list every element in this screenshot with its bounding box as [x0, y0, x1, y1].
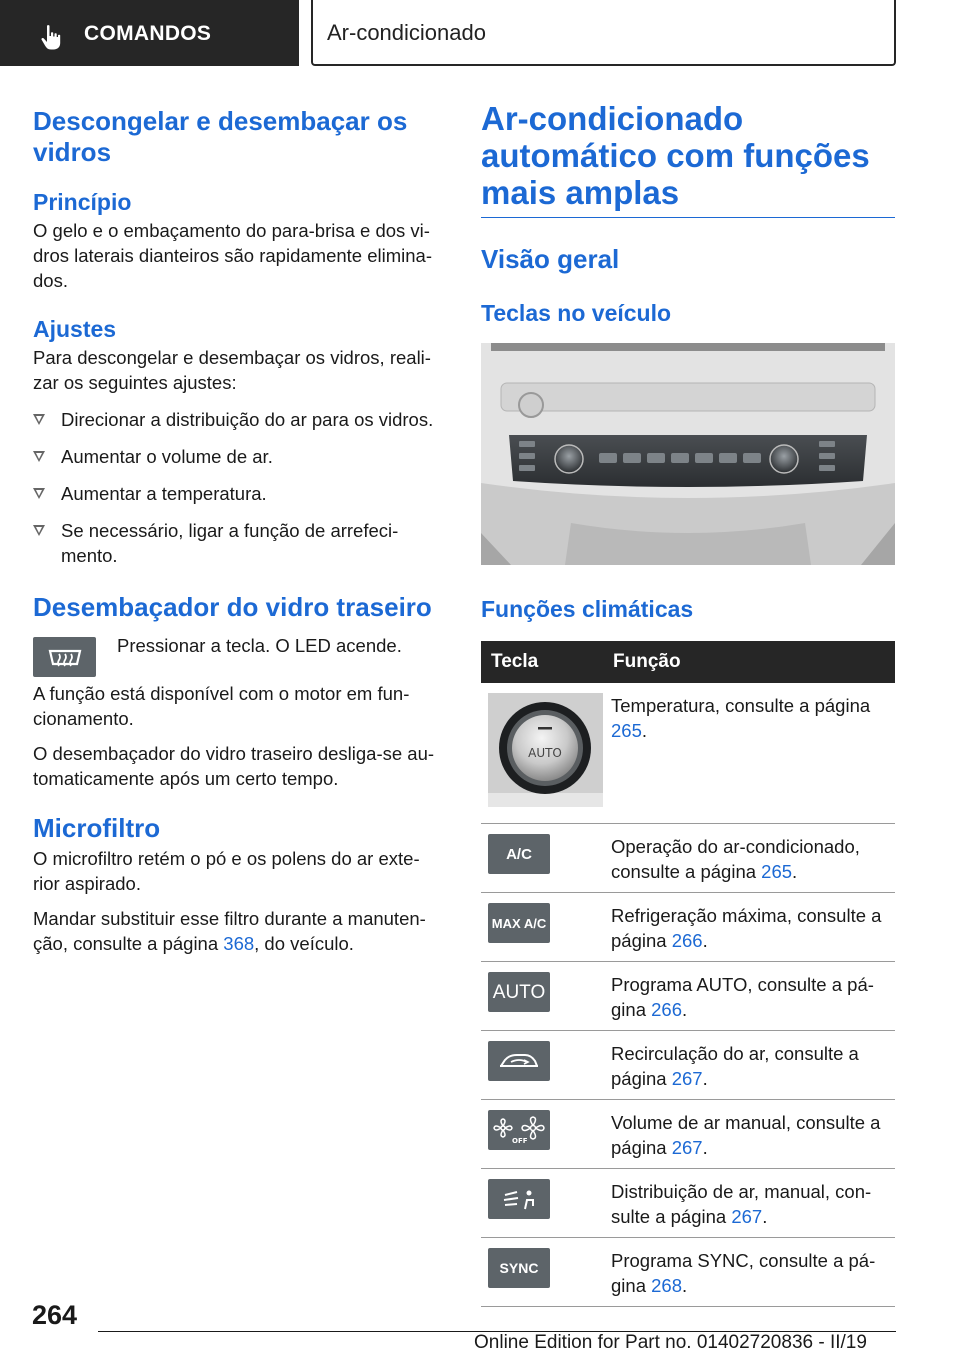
key-cell — [481, 1031, 603, 1100]
rear-defogger-key-row — [33, 637, 443, 681]
function-cell: Temperatura, consulte a página 265. — [603, 683, 895, 824]
air-distribution-button-icon — [488, 1179, 550, 1219]
page-reference-link[interactable]: 265 — [761, 861, 793, 882]
auto-button-icon: AUTO — [488, 972, 550, 1012]
key-cell — [481, 893, 603, 962]
table-row — [481, 962, 895, 1031]
rear-defogger-para2: O desembaçador do vidro traseiro desliga-se au-tomaticamente após um certo tempo. — [33, 743, 435, 789]
page-number: 264 — [32, 1300, 78, 1330]
table-row — [481, 1100, 895, 1169]
rear-defogger-para1: A função está disponível com o motor em fun-cionamento. — [33, 683, 410, 729]
right-column — [481, 100, 895, 1307]
page-reference-link[interactable]: 266 — [651, 999, 682, 1020]
microfilter-para1: O microfiltro retém o pó e os polens do ar exte-rior aspirado. — [33, 848, 420, 894]
ac-button-icon: A/C — [488, 834, 550, 874]
microfilter-heading: Microfiltro — [33, 813, 161, 843]
table-row — [481, 893, 895, 962]
function-cell: Recirculação do ar, consulte a página 267. — [603, 1031, 895, 1100]
defrost-heading: Descongelar e desembaçar os vidros — [33, 106, 408, 167]
keys-heading: Teclas no veículo — [481, 300, 672, 326]
section-tab[interactable] — [0, 0, 299, 66]
temperature-knob-icon — [488, 693, 603, 807]
principle-heading: Princípio — [33, 189, 132, 215]
column-header-key: Tecla — [481, 641, 603, 683]
svg-text:AUTO: AUTO — [528, 746, 562, 760]
sync-button-icon: SYNC — [488, 1248, 550, 1288]
section-title: COMANDOS — [84, 22, 212, 45]
chapter-main-title: Ar-condicionado automático com funções mais amplas — [481, 100, 895, 218]
bullet-triangle-icon — [33, 488, 45, 499]
function-cell: Operação do ar-condicionado, consulte a página 265. — [603, 824, 895, 893]
bullet-triangle-icon — [33, 451, 45, 462]
table-row — [481, 1238, 895, 1307]
page-reference-link[interactable]: 266 — [671, 930, 703, 951]
column-header-function: Função — [603, 641, 895, 683]
chapter-title: Ar-condicionado — [327, 20, 486, 45]
climate-control-panel-image — [481, 343, 895, 565]
hand-pointer-icon — [40, 24, 64, 50]
bullet-triangle-icon — [33, 525, 45, 536]
table-row — [481, 683, 895, 824]
function-cell: Programa AUTO, consulte a pá-gina 266. — [603, 962, 895, 1031]
table-row — [481, 1031, 895, 1100]
list-item: Aumentar o volume de ar. — [33, 444, 443, 469]
rear-window-defrost-icon — [47, 645, 83, 669]
list-item: Direcionar a distribuição do ar para os vidros. — [33, 407, 443, 432]
settings-intro: Para descongelar e desembaçar os vidros, reali-zar os seguintes ajustes: — [33, 347, 431, 393]
page-header — [0, 0, 960, 66]
function-cell: Programa SYNC, consulte a pá-gina 268. — [603, 1238, 895, 1307]
recirculation-button-icon — [488, 1041, 550, 1081]
rear-window-defrost-key — [33, 637, 96, 677]
list-item: Aumentar a temperatura. — [33, 481, 443, 506]
functions-table — [481, 641, 895, 1307]
list-item: Se necessário, ligar a função de arrefeci-mento. — [33, 518, 443, 568]
left-column — [33, 100, 443, 956]
fan-button-icon — [488, 1110, 550, 1150]
table-row — [481, 1169, 895, 1238]
key-cell — [481, 1169, 603, 1238]
max-ac-button-icon: MAX A/C — [488, 903, 550, 943]
svg-text:OFF: OFF — [512, 1137, 528, 1145]
page-reference-link[interactable]: 267 — [671, 1068, 703, 1089]
function-cell: Volume de ar manual, consulte a página 267. — [603, 1100, 895, 1169]
table-row — [481, 824, 895, 893]
page-reference-link[interactable]: 268 — [651, 1275, 682, 1296]
key-cell — [481, 1238, 603, 1307]
page-reference-link[interactable]: 265 — [611, 720, 642, 741]
functions-heading: Funções climáticas — [481, 596, 694, 622]
key-cell — [481, 962, 603, 1031]
page-reference-link[interactable]: 267 — [731, 1206, 763, 1227]
microfilter-para2: Mandar substituir esse filtro durante a manuten-ção, consulte a página 368, do veículo. — [33, 908, 426, 954]
function-cell: Refrigeração máxima, consulte a página 266. — [603, 893, 895, 962]
table-header-row — [481, 641, 895, 683]
overview-heading: Visão geral — [481, 244, 620, 274]
rear-defogger-key-text: Pressionar a tecla. O LED acende. — [117, 635, 402, 656]
key-cell — [481, 683, 603, 824]
rear-defogger-heading: Desembaçador do vidro traseiro — [33, 592, 432, 622]
function-cell: Distribuição de ar, manual, con-sulte a página 267. — [603, 1169, 895, 1238]
page-reference-link[interactable]: 267 — [671, 1137, 703, 1158]
chapter-tab[interactable] — [311, 0, 896, 66]
principle-text: O gelo e o embaçamento do para-brisa e dos vi-dros laterais dianteiros são rapidamente elimina-dos. — [33, 220, 432, 291]
page-reference-link[interactable]: 368 — [223, 933, 255, 954]
key-cell — [481, 1100, 603, 1169]
bullet-triangle-icon — [33, 414, 45, 425]
dashboard-illustration — [481, 343, 895, 565]
settings-heading: Ajustes — [33, 316, 117, 342]
key-cell — [481, 824, 603, 893]
edition-note: Online Edition for Part no. 01402720836 - II/19 — [474, 1332, 867, 1353]
